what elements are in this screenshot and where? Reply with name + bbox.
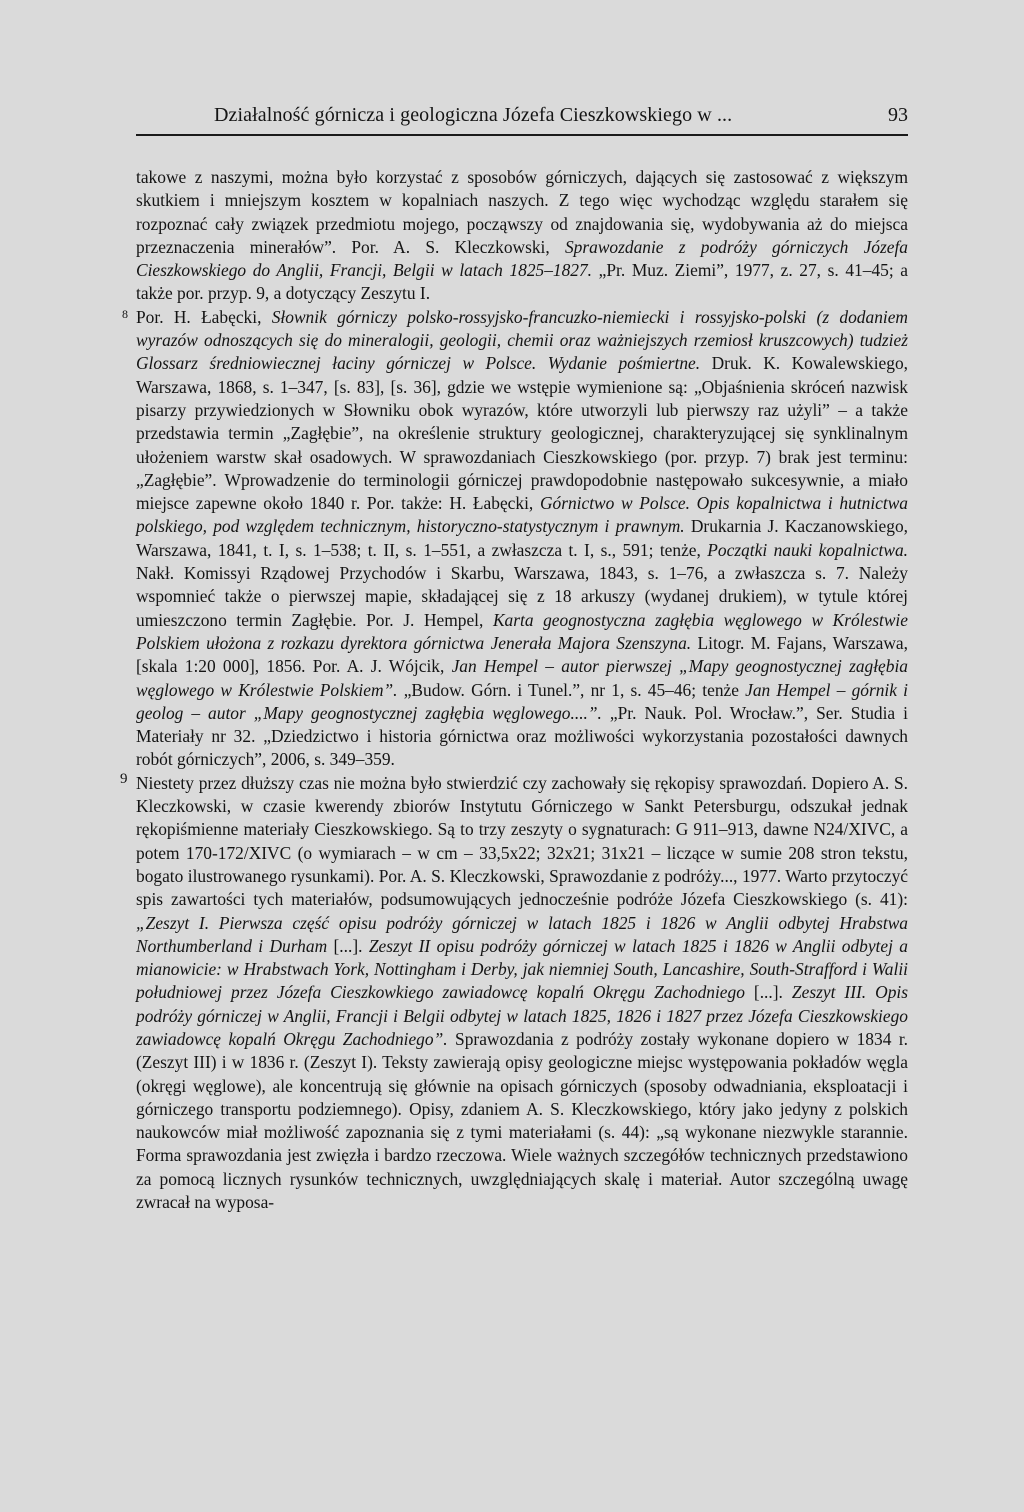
footnote-9-italic-d: Zeszyt II opisu podróży górniczej w latach 1825 i 1826 w Anglii odbytej a mianowicie: w Hrabstwach York, Nottingham i Derby, jak niemniej South, Lancashire, South-Strafford i Walii południowej przez Józefa Cieszkowkiego zawiadowcę kopalń Okręgu Zachodniego (136, 935, 908, 1003)
page-number: 93 (888, 104, 908, 126)
footnote-8-text-i: Litogr. M. Fajans, Warszawa, [skala 1:20 000], 1856. Por. A. J. Wójcik, (136, 632, 909, 677)
footnote-7-text-c: „Pr. Muz. Ziemi”, 1977, z. 27, s. 41–45; a także por. przyp. 9, a dotyczący Zeszytu I. (136, 260, 908, 304)
page-header (136, 104, 908, 134)
running-title: Działalność górnicza i geologiczna Józefa Cieszkowskiego w ... (214, 104, 733, 126)
footnote-7-text-a: takowe z naszymi, można było korzystać z sposobów górniczych, dających się zastosować z większym skutkiem i mniejszym kosztem w kopalniach naszych. Z tego więc wychodząc względu starałem się rozpoznać cały związek przedmiotu mojego, począwszy od znajdowania się, wydobywania aż do miejsca przeznaczenia minerałów”. Por. A. S. Kleczkowski, (136, 167, 908, 257)
footnote-9-text-a: Niestety przez dłuższy czas nie można było stwierdzić czy zachowały się rękopisy sprawozdań. Dopiero A. S. Kleczkowski, w czasie kwerendy zbiorów Instytutu Górniczego w Sankt Petersburgu, odszukał jednak rękopiśmienne materiały Cieszkowskiego. Są to trzy zeszyty o sygnaturach: G 911–913, dawne N24/XIVC, a potem 170-172/XIVC (o wymiarach – w cm – 33,5x22; 32x21; 31x21 – liczące w sumie 208 stron tekstu, bogato ilustrowanego rysunkami). Por. A. S. Kleczkowski, Sprawozdanie z podróży..., 1977. Warto przytoczyć spis zawartości tych materiałów, podsumowujących jednocześnie podróże Józefa Cieszkowskiego (s. 41): (136, 772, 908, 910)
footnote-9-text-e: [...]. (744, 982, 792, 1003)
footnote-9-italic-b: „Zeszyt I. Pierwsza część opisu podróży górniczej w latach 1825 i 1826 w Anglii odbytej Hrabstwa Northumberland i Durham (136, 912, 908, 956)
footnote-9-marker: 9 (120, 770, 128, 787)
footnote-8 (122, 306, 909, 772)
footnote-8-italic-d: Górnictwo w Polsce. Opis kopalnictwa i hutnictwa polskiego, pod względem technicznym, historyczno-statystycznym i prawnym. (136, 493, 908, 537)
footnote-8-text-m: „Pr. Nauk. Pol. Wrocław.”, Ser. Studia i Materiały nr 32. „Dziedzictwo i historia górnictwa oraz możliwości wykorzystania pozostałości dawnych robót górniczych”, 2006, s. 349–359. (136, 702, 908, 770)
header-rule (136, 134, 908, 136)
footnote-8-text-k: „Budow. Górn. i Tunel.”, nr 1, s. 45–46; tenże (397, 679, 746, 700)
footnote-9-italic-f: Zeszyt III. Opis podróży górniczej w Anglii, Francji i Belgii odbytej w latach 1825, 1826 i 1827 przez Józefa Cieszkowskiego zawiadowcę kopalń Okręgu Zachodniego”. (136, 982, 909, 1049)
footnote-8-marker: 8 (122, 306, 128, 321)
footnote-8-text-a: Por. H. Łabęcki, (136, 306, 272, 327)
footnote-8-text-e: Drukarnia J. Kaczanowskiego, Warszawa, 1841, t. I, s. 1–538; t. II, s. 1–551, a zwłaszcza t. I, s., 591; tenże, (136, 516, 908, 560)
footnote-8-italic-l: Jan Hempel – górnik i geolog – autor „Mapy geognostycznej zagłębia węglowego....”. (136, 679, 908, 723)
footnote-9 (120, 770, 909, 1215)
footnote-8-italic-h: Karta geognostyczna zagłębia węglowego w Królestwie Polskiem ułożona z rozkazu dyrektora górnictwa Jenerała Majora Szenszyna. (136, 609, 908, 653)
footnote-7-title: Sprawozdanie z podróży górniczych Józefa Cieszkowskiego do Anglii, Francji, Belgii w latach 1825–1827. (136, 236, 908, 281)
footnote-8-text-g: Nakł. Komissyi Rządowej Przychodów i Skarbu, Warszawa, 1843, s. 1–76, a zwłaszcza s. 7. Należy wspomnieć także o pierwszej mapie, składającej się z 18 arkuszy (wydanej drukiem), w tytule której umieszczono termin Zagłębie. Por. J. Hempel, (136, 563, 908, 630)
footnote-9-text-g: Sprawozdania z podróży zostały wykonane dopiero w 1834 r. (Zeszyt III) i w 1836 r. (Zeszyt I). Teksty zawierają opisy geologiczne miejsc występowania pokładów węgla (okręgi węglowe), ale koncentrują się głównie na opisach górniczych (sposoby odwadniania, eksploatacji i górniczego transportu podziemnego). Opisy, zdaniem A. S. Kleczkowskiego, który jako jedyny z polskich naukowców miał możliwość zapoznania się z tymi materiałami (s. 44): „są wykonane niezwykle starannie. Forma sprawozdania jest zwięzła i bardzo rzeczowa. Wiele ważnych szczegółów technicznych przedstawiono za pomocą licznych rysunków technicznych, uwzględniających skalę i materiał. Autor szczególną uwagę zwracał na wyposa- (136, 1028, 908, 1213)
footnote-9-text-c: [...]. (327, 935, 369, 956)
footnotes-block (120, 166, 909, 1214)
footnote-7-continuation (136, 166, 908, 306)
footnote-8-italic-b: Słownik górniczy polsko-rossyjsko-francuzko-niemiecki i rossyjsko-polski (z dodaniem wyrazów odnoszących się do mineralogii, geologii, chemii oraz ważniejszych rzemiosł kruszcowych) tudzież Glossarz średniowiecznej łaciny górniczej w Polsce. Wydanie pośmiertne. (136, 306, 908, 374)
footnote-8-text-c: Druk. K. Kowalewskiego, Warszawa, 1868, s. 1–347, [s. 83], [s. 36], gdzie we wstępie wymienione są: „Objaśnienia skróceń nazwisk pisarzy przywiedzionych w Słowniku obok wyrazów, które utworzyli lub pierwszy raz użyli” – a także przedstawia termin „Zagłębie”, na określenie struktury geologicznej, charakteryzującej się synklinalnym ułożeniem warstw skał osadowych. W sprawozdaniach Cieszkowskiego (por. przyp. 7) brak jest terminu: „Zagłębie”. Wprowadzenie do terminologii górniczej prawdopodobnie następowało sukcesywnie, a miało miejsce zapewne około 1840 r. Por. także: H. Łabęcki, (136, 353, 908, 514)
footnote-8-italic-f: Początki nauki kopalnictwa. (707, 539, 908, 560)
footnote-8-italic-j: Jan Hempel – autor pierwszej „Mapy geognostycznej zagłębia węglowego w Królestwie Polskiem”. (136, 656, 908, 700)
